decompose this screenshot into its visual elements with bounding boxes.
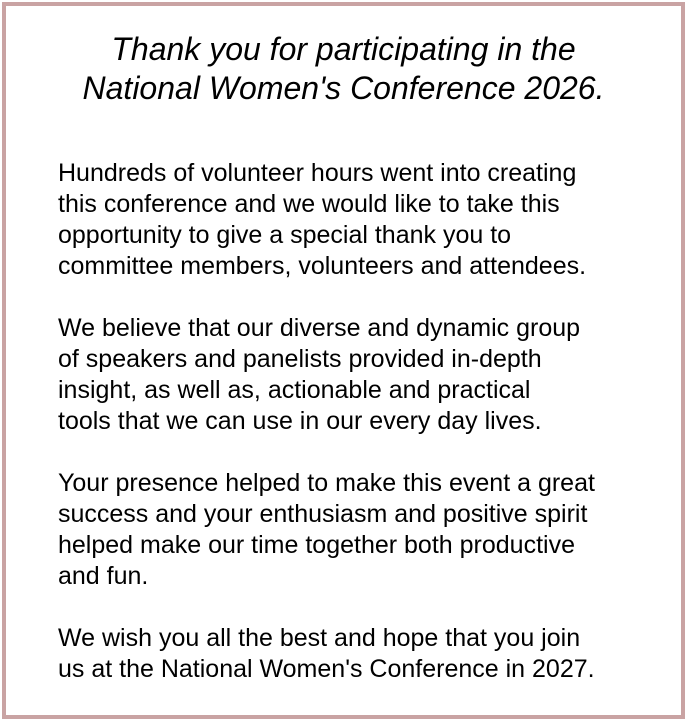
paragraph-presence — [58, 468, 668, 592]
text-line: helped make our time together both productive — [58, 531, 575, 559]
thank-you-card — [2, 2, 685, 719]
text-line: tools that we can use in our every day lives. — [58, 407, 542, 435]
title-line-1: Thank you for participating in the — [111, 31, 576, 67]
text-line: and fun. — [58, 562, 149, 590]
text-line: We believe that our diverse and dynamic group — [58, 314, 581, 342]
page-title — [6, 30, 681, 108]
text-line: Your presence helped to make this event a great — [58, 469, 595, 497]
text-line: Hundreds of volunteer hours went into creating — [58, 159, 577, 187]
text-line: insight, as well as, actionable and practical — [58, 376, 531, 404]
paragraph-volunteer-thanks — [58, 158, 668, 282]
text-line: opportunity to give a special thank you to — [58, 221, 512, 249]
text-line: success and your enthusiasm and positive spirit — [58, 500, 588, 528]
text-line: We wish you all the best and hope that you join — [58, 624, 581, 652]
text-line: this conference and we would like to take this — [58, 190, 560, 218]
title-line-2: National Women's Conference 2026. — [82, 70, 605, 106]
text-line: committee members, volunteers and attendees. — [58, 252, 587, 280]
text-line: of speakers and panelists provided in-depth — [58, 345, 542, 373]
message-body — [58, 158, 668, 716]
paragraph-closing — [58, 623, 668, 685]
text-line: us at the National Women's Conference in 2027. — [58, 655, 595, 683]
paragraph-speakers — [58, 313, 668, 437]
